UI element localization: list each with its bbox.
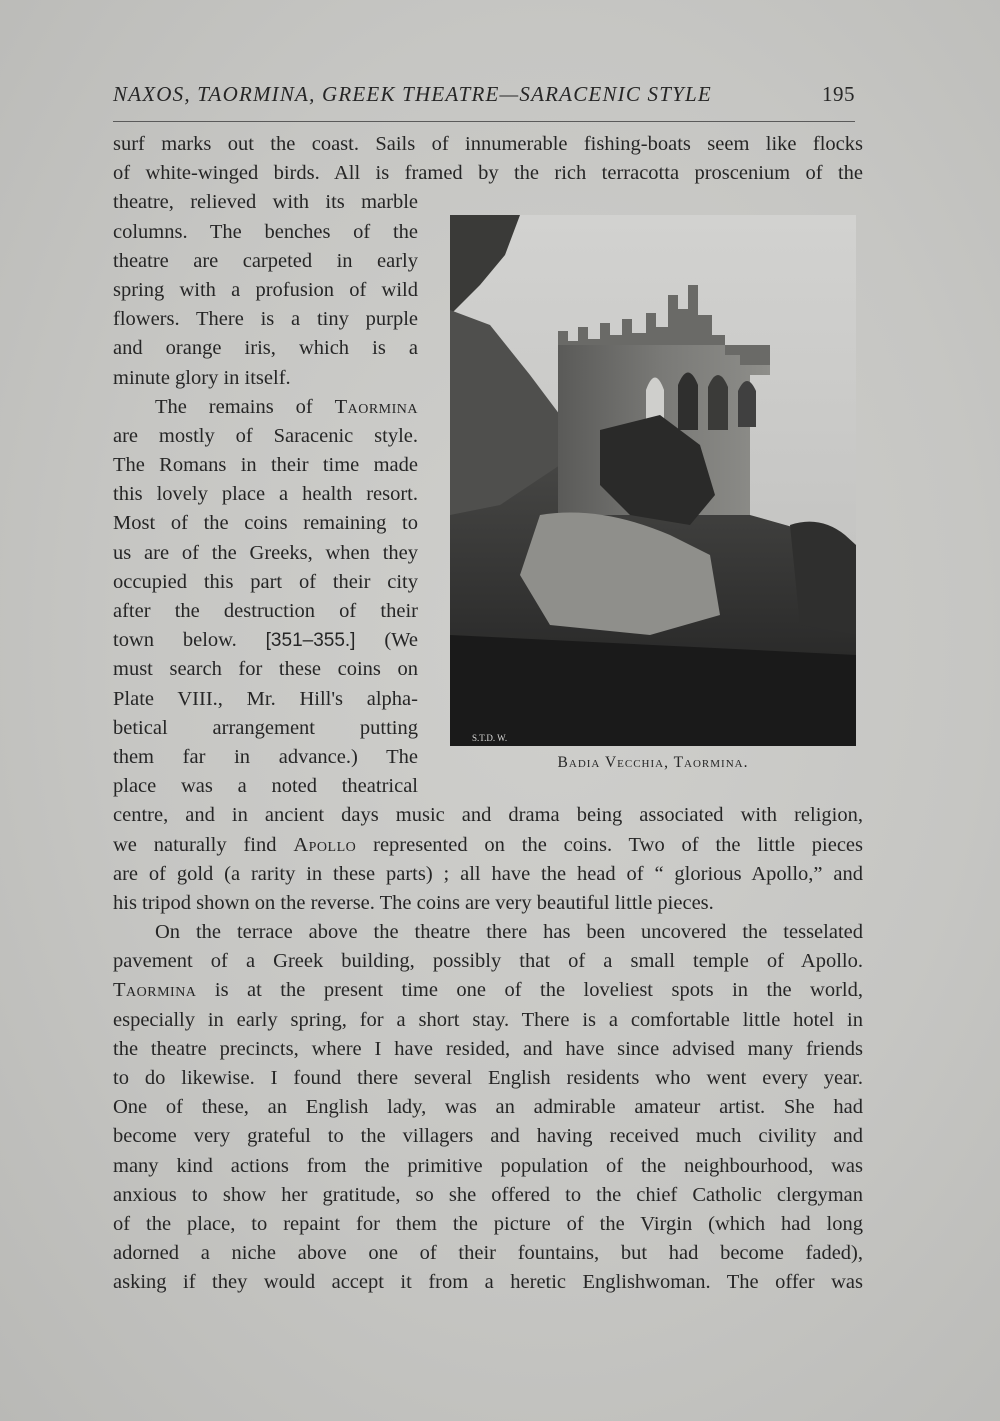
- paragraph-end-line: minute glory in itself.: [113, 366, 291, 389]
- text-line: place was a noted theatrical: [113, 775, 418, 798]
- photograph-badia-vecchia: [450, 215, 856, 746]
- place-name-taormina: Taormina: [334, 395, 418, 418]
- text-line: flowers. There is a tiny purple: [113, 308, 418, 331]
- page-number: 195: [822, 82, 855, 106]
- text-line: The Romans in their time made: [113, 454, 418, 477]
- running-title: NAXOS, TAORMINA, GREEK THEATRE—SARACENIC STYLE: [113, 82, 712, 106]
- text-line: us are of the Greeks, when they: [113, 541, 418, 564]
- figure-caption: Badia Vecchia, Taormina.: [557, 754, 749, 771]
- text-line: Taormina is at the present time one of the loveliest spots in the world,: [113, 979, 863, 1002]
- text-line: Most of the coins remaining to: [113, 512, 418, 535]
- text-line: occupied this part of their city: [113, 570, 418, 593]
- text-line: Plate VIII., Mr. Hill's alpha-: [113, 687, 418, 710]
- text-line: town below. [351–355.] (We: [113, 629, 418, 652]
- text-line: this lovely place a health resort.: [113, 483, 418, 506]
- text-line: One of these, an English lady, was an admirable amateur artist. She had: [113, 1096, 863, 1119]
- text-line: centre, and in ancient days music and drama being associated with religion,: [113, 804, 863, 827]
- text-line: theatre, relieved with its marble: [113, 191, 418, 214]
- coin-reference: [351–355.]: [265, 630, 356, 652]
- text-line: must search for these coins on: [113, 658, 418, 681]
- paragraph-end-line: his tripod shown on the reverse. The coins are very beautiful little pieces.: [113, 891, 714, 914]
- place-name-taormina: Taormina: [113, 979, 197, 1002]
- text-line: become very grateful to the villagers and having received much civility and: [113, 1125, 863, 1148]
- text-line: surf marks out the coast. Sails of innumerable fishing-boats seem like flocks: [113, 133, 863, 155]
- text-line: theatre are carpeted in early: [113, 249, 418, 272]
- running-head: [113, 82, 855, 112]
- paragraph-start-line: The remains of Taormina: [155, 395, 418, 418]
- text-line: asking if they would accept it from a heretic Englishwoman. The offer was: [113, 1271, 863, 1294]
- text-line: and orange iris, which is a: [113, 337, 418, 360]
- text-line: of white-winged birds. All is framed by the rich terracotta proscenium of the: [113, 162, 863, 185]
- photo-mark: S.T.D. W.: [472, 733, 508, 743]
- text-line: columns. The benches of the: [113, 220, 418, 243]
- deity-name-apollo: Apollo: [293, 833, 357, 856]
- header-rule: [113, 121, 855, 122]
- text-line: betical arrangement putting: [113, 716, 418, 739]
- text-line: after the destruction of their: [113, 600, 418, 622]
- text-line: anxious to show her gratitude, so she offered to the chief Catholic clergyman: [113, 1183, 863, 1206]
- paragraph-start-line: On the terrace above the theatre there has been uncovered the tesselated: [155, 921, 863, 944]
- text-line: many kind actions from the primitive population of the neighbourhood, was: [113, 1154, 863, 1177]
- text-line: pavement of a Greek building, possibly that of a small temple of Apollo.: [113, 950, 863, 973]
- text-line: adorned a niche above one of their fountains, but had become faded),: [113, 1242, 863, 1265]
- text-line: of the place, to repaint for them the picture of the Virgin (which had long: [113, 1212, 863, 1235]
- text-line: are mostly of Saracenic style.: [113, 424, 418, 447]
- text-line: we naturally find Apollo represented on the coins. Two of the little pieces: [113, 833, 864, 856]
- text-line: are of gold (a rarity in these parts) ; all have the head of “ glorious Apollo,” and: [113, 862, 863, 885]
- text-line: the theatre precincts, where I have resided, and have since advised many friends: [113, 1037, 863, 1060]
- text-line: them far in advance.) The: [113, 745, 418, 768]
- text-line: to do likewise. I found there several English residents who went every year.: [113, 1067, 863, 1089]
- text-line: especially in early spring, for a short stay. There is a comfortable little hotel in: [113, 1008, 863, 1031]
- text-line: spring with a profusion of wild: [113, 278, 418, 301]
